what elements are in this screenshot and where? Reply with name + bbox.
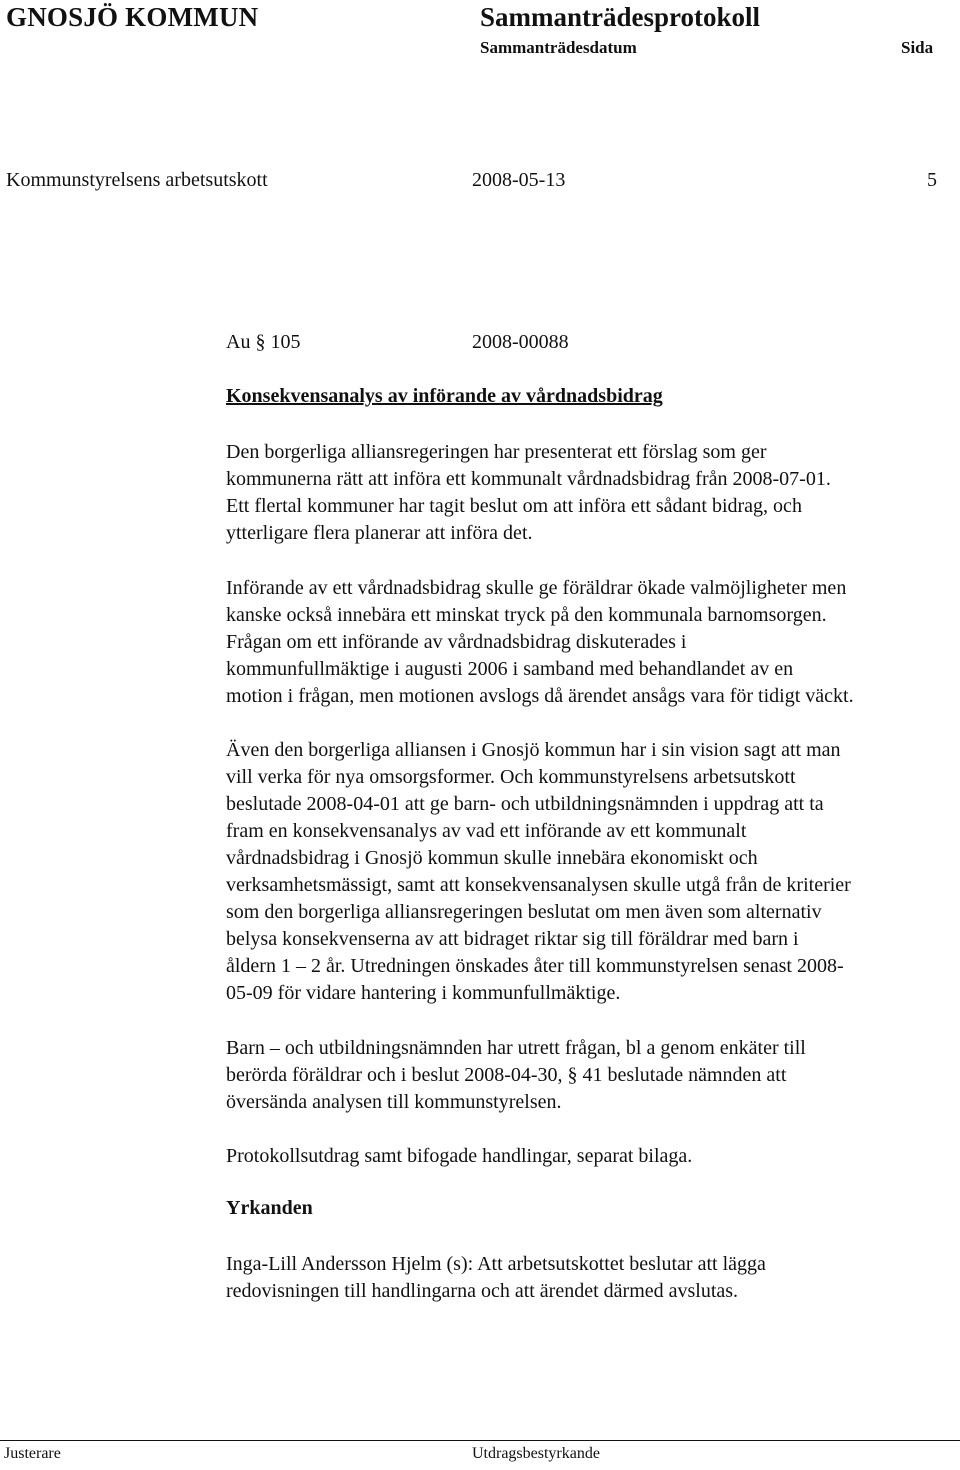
footer-divider [0, 1440, 960, 1441]
committee-name: Kommunstyrelsens arbetsutskott [6, 169, 268, 191]
text-line: vårdnadsbidrag i Gnosjö kommun skulle innebära ekonomiskt och [226, 847, 758, 869]
meeting-date-label: Sammanträdesdatum [480, 38, 637, 57]
extract-certification-label: Utdragsbestyrkande [472, 1445, 600, 1462]
text-line: översända analysen till kommunstyrelsen. [226, 1091, 562, 1113]
text-line: verksamhetsmässigt, samt att konsekvensanalysen skulle utgå från de kriterier [226, 874, 851, 896]
text-line: Ett flertal kommuner har tagit beslut om att införa ett sådant bidrag, och [226, 495, 802, 517]
text-line: kanske också innebära ett minskat tryck på den kommunala barnomsorgen. [226, 604, 827, 626]
meeting-date: 2008-05-13 [472, 169, 566, 191]
paragraph-assignment [226, 737, 956, 1007]
text-line: som den borgerliga alliansregeringen beslutat om men även som alternativ [226, 901, 822, 923]
text-line: belysa konsekvenserna av att bidraget riktar sig till föräldrar med barn i [226, 928, 799, 950]
text-line: redovisningen till handlingarna och att ärendet därmed avslutas. [226, 1280, 739, 1302]
text-line: Barn – och utbildningsnämnden har utrett frågan, bl a genom enkäter till [226, 1037, 806, 1059]
text-line: vill verka för nya omsorgsformer. Och kommunstyrelsens arbetsutskott [226, 766, 796, 788]
text-line: ytterligare flera planerar att införa det. [226, 522, 533, 544]
paragraph-background [226, 439, 956, 547]
text-line: kommunfullmäktige i augusti 2006 i samband med behandlandet av en [226, 658, 794, 680]
text-line: Frågan om ett införande av vårdnadsbidrag diskuterades i [226, 631, 687, 653]
text-line: Protokollsutdrag samt bifogade handlingar, separat bilaga. [226, 1145, 693, 1167]
text-line: Även den borgerliga alliansen i Gnosjö kommun har i sin vision sagt att man [226, 739, 841, 761]
paragraph-history [226, 575, 956, 710]
text-line: motion i frågan, men motionen avslogs då ärendet ansågs vara för tidigt väckt. [226, 685, 854, 707]
document-type: Sammanträdesprotokoll [480, 2, 761, 32]
case-diary-number: 2008-00088 [472, 331, 569, 353]
paragraph-motion [226, 1251, 956, 1305]
text-line: kommunerna rätt att införa ett kommunalt vårdnadsbidrag från 2008-07-01. [226, 468, 831, 490]
paragraph-attachments [226, 1143, 956, 1170]
page-label: Sida [901, 38, 934, 57]
text-line: Den borgerliga alliansregeringen har presenterat ett förslag som ger [226, 441, 767, 463]
text-line: Införande av ett vårdnadsbidrag skulle ge föräldrar ökade valmöjligheter men [226, 577, 847, 599]
text-line: Inga-Lill Andersson Hjelm (s): Att arbetsutskottet beslutar att lägga [226, 1253, 766, 1275]
municipality-name: GNOSJÖ KOMMUN [6, 2, 259, 32]
case-title: Konsekvensanalys av införande av vårdnadsbidrag [226, 385, 663, 407]
motions-heading: Yrkanden [226, 1197, 313, 1219]
text-line: beslutade 2008-04-01 att ge barn- och utbildningsnämnden i uppdrag att ta [226, 793, 824, 815]
paragraph-investigation [226, 1035, 956, 1116]
page-number: 5 [927, 169, 937, 191]
case-reference: Au § 105 [226, 331, 301, 353]
text-line: berörda föräldrar och i beslut 2008-04-30, § 41 beslutade nämnden att [226, 1064, 787, 1086]
text-line: åldern 1 – 2 år. Utredningen önskades åter till kommunstyrelsen senast 2008- [226, 955, 844, 977]
text-line: fram en konsekvensanalys av vad ett införande av ett kommunalt [226, 820, 747, 842]
text-line: 05-09 för vidare hantering i kommunfullmäktige. [226, 982, 621, 1004]
adjuster-label: Justerare [4, 1445, 61, 1462]
